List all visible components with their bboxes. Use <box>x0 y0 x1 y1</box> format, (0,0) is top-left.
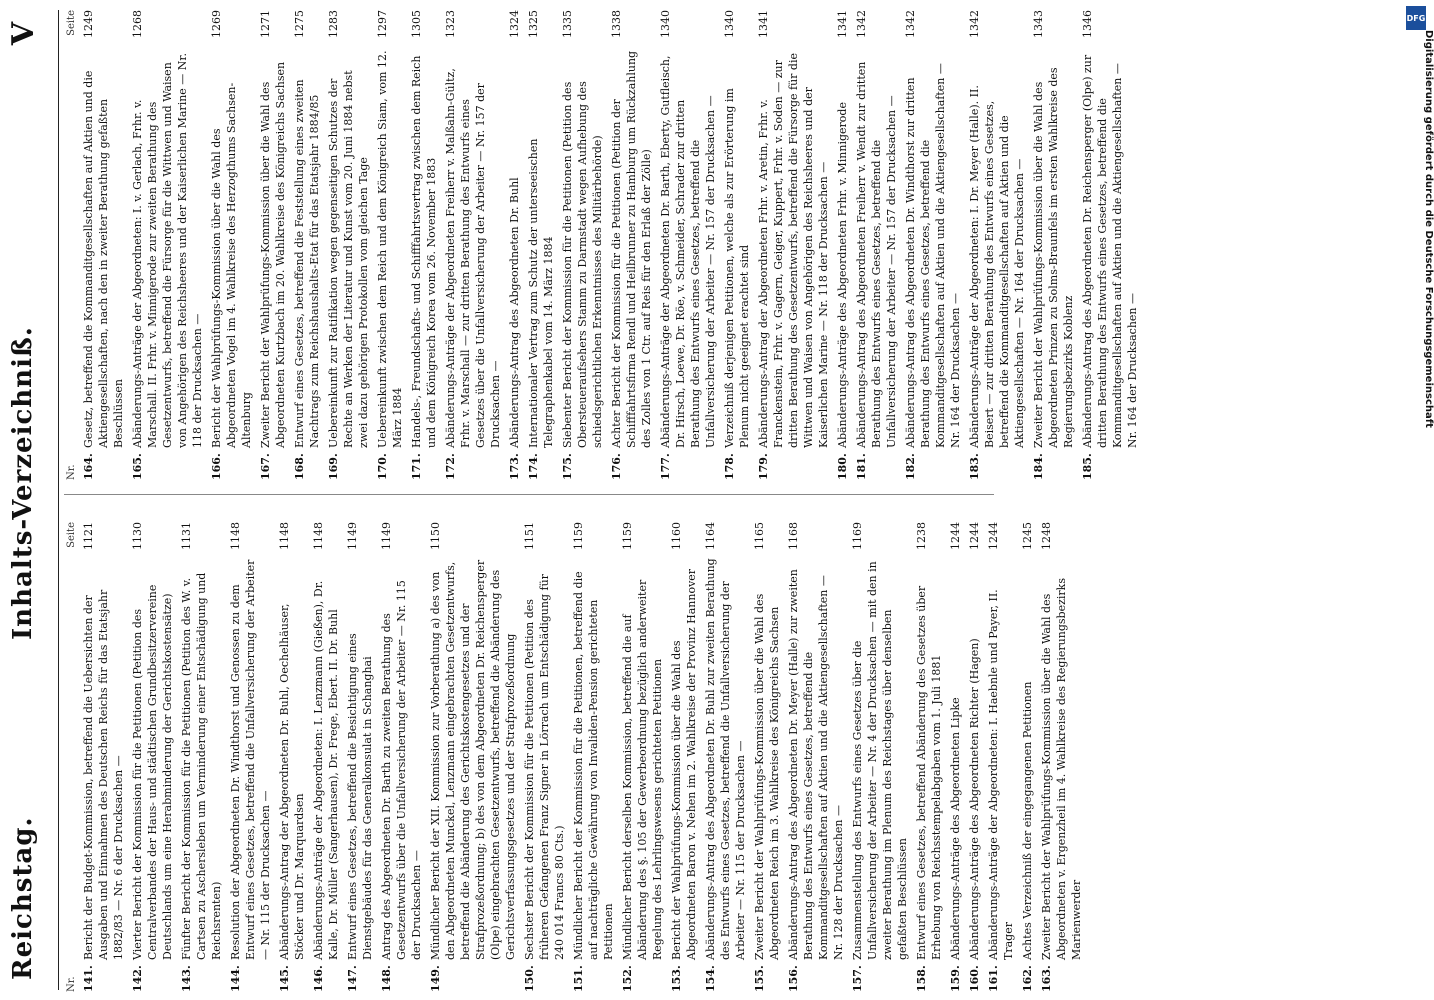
toc-entry <box>379 522 424 992</box>
entry-text: Entwurf eines Gesetzes, betreffend Abänderung des Gesetzes über Erhebung von Reichsstempelabgaben vom 1. Juli 1881 <box>915 585 943 960</box>
entry-page: 1283 <box>327 10 340 38</box>
header-rule <box>58 10 59 990</box>
entry-number: 183. <box>968 453 981 480</box>
entry-number: 155. <box>753 965 766 992</box>
column-left <box>64 522 1088 992</box>
entry-text: Abänderungs-Anträge der Abgeordneten: I. v. Gerlach, Frhr. v. Marschall. II. Frhr. v. Minnigerode zur zweiten Berathung des Gesetzentwurfs, betreffend die Fürsorge für die Wittwen und Waisen von Angehörigen des Reichsheeres und der Kaiserlichen Marine — Nr. 118 der Drucksachen — <box>131 53 204 448</box>
toc-entry <box>752 522 782 992</box>
entry-page: 1165 <box>753 522 766 550</box>
toc-entry <box>609 10 654 480</box>
entry-page: 1342 <box>855 10 868 38</box>
entry-number: 175. <box>561 453 574 480</box>
entry-page: 1238 <box>915 522 928 550</box>
entry-number: 145. <box>278 965 291 992</box>
entry-text: Achter Bericht der Kommission für die Petitionen (Petition der Schifffahrtsfirma Rendl und Heilbrunner zu Hamburg um Rückzahlung des Zolles von 1 Ctr. auf Reis für den Erlaß der Zölle) <box>610 50 653 448</box>
toc-entry <box>522 522 567 992</box>
entry-text: Handels-, Freundschafts- und Schifffahrtsvertrag zwischen dem Reich und dem Königreich Korea vom 26. November 1883 <box>410 55 438 448</box>
toc-entry <box>179 522 224 992</box>
toc-entry <box>786 522 846 992</box>
entry-number: 168. <box>293 453 306 480</box>
entry-page: 1325 <box>527 10 540 38</box>
dfg-logo: DFG <box>1406 6 1426 30</box>
entry-page: 1324 <box>508 10 521 38</box>
entry-number: 172. <box>444 453 457 480</box>
toc-entry <box>1020 522 1035 992</box>
toc-entry <box>967 522 982 992</box>
toc-entry <box>850 522 910 992</box>
toc-entry <box>326 10 371 480</box>
entry-number: 182. <box>904 453 917 480</box>
entry-text: Uebereinkunft zwischen dem Reich und dem Königreich Siam, vom 12. März 1884 <box>376 50 404 448</box>
entry-text: Abänderungs-Antrag des Abgeordneten Dr. Reichensperger (Olpe) zur dritten Berathung des Entwurfs eines Gesetzes, betreffend die Kommanditgesellschaften auf Aktien und die Aktiengesellschaften — Nr. 164 der Drucksachen — <box>1081 54 1139 448</box>
entry-page: 1323 <box>444 10 457 38</box>
entry-number: 160. <box>968 965 981 992</box>
entry-text: Verzeichniß derjenigen Petitionen, welche als zur Erörterung im Plenum nicht geeignet erachtet sind <box>723 88 751 448</box>
entry-page: 1297 <box>376 10 389 38</box>
toc-entry <box>854 10 899 480</box>
entry-number: 141. <box>82 965 95 992</box>
entry-text: Abänderungs-Antrag des Abgeordneten Freiherr v. Wendt zur dritten Berathung des Entwurfs eines Gesetzes, betreffend die Unfallversicherung der Arbeiter — Nr. 157 der Drucksachen — <box>855 61 898 448</box>
toc-entry <box>81 10 126 480</box>
entry-text: Abänderungs-Anträge der Abgeordneten Freiherr v. Malßahn-Gültz, Frhr. v. Marschall — zur dritten Berathung des Entwurfs eines Gesetzes über die Unfallversicherung der Arbeiter — Nr. 157 der Drucksachen — <box>444 68 502 448</box>
entry-page: 1340 <box>659 10 672 38</box>
toc-entry <box>560 10 605 480</box>
entry-text: Mündlicher Bericht der Kommission für die Petitionen, betreffend die auf nachträgliche Gewährung von Invaliden-Pension gerichteten Petitionen <box>572 571 615 960</box>
entry-text: Sechster Bericht der Kommission für die Petitionen (Petition des früheren Gefangenen Franz Signer in Lörrach um Entschädigung für 240 014 Francs 80 Cts.) <box>523 574 566 960</box>
entry-text: Mündlicher Bericht der XII. Kommission zur Vorberathung a) des von den Abgeordneten Munckel, Lenzmann eingebrachten Gesetzentwurfs, betreffend die Abänderung des Gerichtskostengesetzes und der Strafprozeßordnung; b) des von dem Abgeordneten Dr. Reichensperger (Olpe) eingebrachten Gesetzentwurfs, betreffend die Abänderung des Gerichtsverfassungsgesetzes und der Strafprozeßordnung <box>429 559 517 960</box>
entry-page: 1151 <box>523 522 536 550</box>
entry-number: 176. <box>610 453 623 480</box>
header-title: Inhalts-Verzeichniß. <box>8 326 38 640</box>
toc-entry <box>756 10 831 480</box>
entry-text: Abänderungs-Antrag des Abgeordneten Dr. Buhl <box>508 177 521 448</box>
nr-label: Nr. <box>66 976 77 992</box>
entry-number: 185. <box>1081 453 1094 480</box>
entry-text: Vierter Bericht der Kommission für die Petitionen (Petition des Centralverbandes der Haus- und städtischen Grundbesitzervereine Deutschlands um eine Herabminderung der Gerichtskostensätze) <box>131 584 174 960</box>
entry-text: Abänderungs-Antrag des Abgeordneten Dr. Windthorst zur dritten Berathung des Entwurfs eines Gesetzes, betreffend die Kommanditgesellschaften auf Aktien und die Aktiengesellschaften — Nr. 164 der Drucksachen — <box>904 63 962 448</box>
toc-entry <box>130 522 175 992</box>
entry-number: 174. <box>527 453 540 480</box>
toc-entry <box>428 522 518 992</box>
toc-entry <box>914 522 944 992</box>
entry-text: Entwurf eines Gesetzes, betreffend die Besichtigung eines Dienstgebäudes für das Generalkonsulat in Schanghai <box>346 633 374 960</box>
toc-entry <box>130 10 205 480</box>
entry-text: Internationaler Vertrag zum Schutz der unterseeischen Telegraphenkabel vom 14. März 1884 <box>527 138 555 448</box>
entry-page: 1335 <box>561 10 574 38</box>
toc-entry <box>1031 10 1076 480</box>
entry-number: 177. <box>659 453 672 480</box>
toc-entry <box>903 10 963 480</box>
entry-page: 1245 <box>1021 522 1034 550</box>
toc-entry <box>81 522 126 992</box>
column-right-head <box>64 10 79 480</box>
entry-text: Abänderungs-Anträge der Abgeordneten: I. Haebnle und Payer, II. Trager <box>987 589 1015 960</box>
entry-page: 1150 <box>429 522 442 550</box>
entry-text: Antrag des Abgeordneten Dr. Barth zu zweiten Berathung des Gesetzentwurfs über die Unfallversicherung der Arbeiter — Nr. 115 der Drucksachen — <box>380 580 423 960</box>
toc-entry <box>409 10 439 480</box>
entry-number: 157. <box>851 965 864 992</box>
entry-page: 1269 <box>210 10 223 38</box>
entry-number: 148. <box>380 965 393 992</box>
entry-number: 167. <box>259 453 272 480</box>
toc-entry <box>375 10 405 480</box>
entry-page: 1271 <box>259 10 272 38</box>
entry-page: 1341 <box>836 10 849 38</box>
entry-number: 184. <box>1032 453 1045 480</box>
entry-text: Achtes Verzeichniß der eingegangenen Petitionen <box>1021 681 1034 960</box>
entry-number: 179. <box>757 453 770 480</box>
entry-text: Abänderungs-Anträge der Abgeordneten: I. Dr. Meyer (Halle). II. Beisert — zur dritten Berathung des Entwurfs eines Gesetzes, betreffend die Kommanditgesellschaften auf Aktien und die Aktiengesellschaften — Nr. 164 der Drucksachen — <box>968 85 1026 448</box>
entry-number: 149. <box>429 965 442 992</box>
entry-page: 1159 <box>621 522 634 550</box>
entry-number: 147. <box>346 965 359 992</box>
entry-page: 1164 <box>704 522 717 550</box>
entry-text: Abänderungs-Anträge des Abgeordneten Frhr. v. Minnigerode <box>836 102 849 448</box>
entry-text: Abänderungs-Antrag des Abgeordneten Dr. Buhl zur zweiten Berathung des Entwurfs eines Gesetzes, betreffend die Unfallversicherung der Arbeiter — Nr. 115 der Drucksachen — <box>704 558 747 960</box>
entry-text: Bericht der Wahlprüfungs-Kommission über die Wahl des Abgeordneten Baron v. Nehen im 2. Wahlkreise der Provinz Hannover <box>670 568 698 960</box>
entry-text: Fünfter Bericht der Kommission für die Petitionen (Petition des W. v. Cartsen zu Aschersleben um Verminderung einer Entschädigung und Reichsrenten) <box>180 572 223 960</box>
entry-number: 152. <box>621 965 634 992</box>
entry-page: 1305 <box>410 10 423 38</box>
entry-page: 1130 <box>131 522 144 550</box>
entry-text: Abänderungs-Antrag der Abgeordneten Dr. Buhl, Oechelhäuser, Stöcker und Dr. Marquardsen <box>278 603 306 960</box>
entry-page: 1148 <box>278 522 291 550</box>
entry-number: 142. <box>131 965 144 992</box>
entry-page: 1340 <box>723 10 736 38</box>
entry-text: Abänderungs-Anträge der Abgeordneten: I. Lenzmann (Gießen), Dr. Kalle, Dr. Müller (Sangerhausen), Dr. Frege, Ebert. II. Dr. Buhl <box>312 580 340 960</box>
toc-entry <box>658 10 718 480</box>
entry-page: 1149 <box>380 522 393 550</box>
entry-page: 1338 <box>610 10 623 38</box>
seite-label: Seite <box>66 522 77 548</box>
entry-page: 1249 <box>82 10 95 38</box>
entry-text: Abänderungs-Antrag des Abgeordneten Dr. Meyer (Halle) zur zweiten Berathung des Entwurfs eines Gesetzes, betreffend die Kommanditgesellschaften auf Aktien und die Aktiengesellschaften — Nr. 128 der Drucksachen — <box>787 569 845 960</box>
entry-number: 180. <box>836 453 849 480</box>
entry-number: 169. <box>327 453 340 480</box>
entry-page: 1343 <box>1032 10 1045 38</box>
entry-number: 159. <box>949 965 962 992</box>
entry-text: Bericht der Wahlprüfungs-Kommission über die Wahl des Abgeordneten Vogel im 4. Wahlkreise des Herzogthums Sachsen-Altenburg <box>210 82 253 448</box>
toc-entry <box>507 10 522 480</box>
credit-sidebar <box>1402 0 1432 1000</box>
entry-number: 165. <box>131 453 144 480</box>
entry-number: 164. <box>82 453 95 480</box>
entry-number: 166. <box>210 453 223 480</box>
left-entries <box>81 522 1084 992</box>
entry-text: Uebereinkunft zur Ratifikation wegen gegenseitigen Schutzes der Rechte an Werken der Literatur und Kunst vom 20. Juni 1884 nebst zwei dazu gehörigen Protokollen vom gleichen Tage <box>327 70 370 448</box>
entry-number: 143. <box>180 965 193 992</box>
entry-page: 1149 <box>346 522 359 550</box>
entry-page: 1169 <box>851 522 864 550</box>
toc-entry <box>209 10 254 480</box>
entry-number: 181. <box>855 453 868 480</box>
entry-number: 154. <box>704 965 717 992</box>
entry-text: Entwurf eines Gesetzes, betreffend die Feststellung eines zweiten Nachtrags zum Reichshaushalts-Etat für das Etatsjahr 1884/85 <box>293 79 321 448</box>
entry-page: 1160 <box>670 522 683 550</box>
entry-text: Zusammenstellung des Entwurfs eines Gesetzes über die Unfallversicherung der Arbeiter — Nr. 4 der Drucksachen — mit den in zweiter Berathung im Plenum des Reichstages über denselben gefaßten Beschlüssen <box>851 561 909 960</box>
entry-page: 1159 <box>572 522 585 550</box>
entry-text: Zweiter Bericht der Wahlprüfungs-Kommission über die Wahl des Abgeordneten v. Ergenzheil im 4. Wahlkreise des Regierungsbezirks Marienwerder <box>1040 578 1083 960</box>
column-separator <box>64 494 994 495</box>
entry-number: 158. <box>915 965 928 992</box>
entry-number: 150. <box>523 965 536 992</box>
entry-text: Abänderungs-Anträge der Abgeordneten Dr. Barth, Eberty, Gutfleisch, Dr. Hirsch, Loewe, Dr. Röe, v. Schmeider, Schrader zur dritten Berathung des Entwurfs eines Gesetzes, betreffend die Unfallversicherung der Arbeiter — Nr. 157 der Drucksachen — <box>659 55 717 448</box>
entry-page: 1131 <box>180 522 193 550</box>
entry-number: 153. <box>670 965 683 992</box>
entry-page: 1268 <box>131 10 144 38</box>
column-left-head <box>64 522 79 992</box>
toc-entry <box>292 10 322 480</box>
entry-page: 1248 <box>1040 522 1053 550</box>
toc-entry <box>948 522 963 992</box>
entry-page: 1342 <box>968 10 981 38</box>
entry-text: Abänderungs-Anträge des Abgeordneten Lipke <box>949 697 962 960</box>
entry-text: Gesetz, betreffend die Kommanditgesellschaften auf Aktien und die Aktiengesellschaften, nach den in zweiter Berathung gefaßten Beschlüssen <box>82 70 125 448</box>
toc-entry <box>277 522 307 992</box>
header-left: Reichstag. <box>8 816 38 980</box>
entry-page: 1121 <box>82 522 95 550</box>
page-number: V <box>6 22 41 46</box>
toc-entry <box>228 522 273 992</box>
toc-entry <box>345 522 375 992</box>
entry-number: 178. <box>723 453 736 480</box>
entry-page: 1341 <box>757 10 770 38</box>
entry-text: Zweiter Bericht der Wahlprüfungs-Kommission über die Wahl des Abgeordneten Reich im 3. Wahlkreise des Königreichs Sachsen <box>753 593 781 960</box>
entry-number: 173. <box>508 453 521 480</box>
toc-entry <box>258 10 288 480</box>
entry-text: Zweiter Bericht der Wahlprüfungs-Kommission über die Wahl des Abgeordneten Kurtzbach im 20. Wahlkreise des Königreichs Sachsen <box>259 61 287 448</box>
entry-page: 1244 <box>987 522 1000 550</box>
toc-entry <box>986 522 1016 992</box>
toc-entry <box>669 522 699 992</box>
toc-entry <box>722 10 752 480</box>
entry-text: Zweiter Bericht der Wahlprüfungs-Kommission über die Wahl des Abgeordneten Prinzen zu Solms-Braunfels im ersten Wahlkreise des Regierungsbezirks Koblenz <box>1032 67 1075 448</box>
entry-page: 1148 <box>312 522 325 550</box>
entry-page: 1244 <box>949 522 962 550</box>
seite-label-right: Seite <box>66 10 77 36</box>
entry-text: Siebenter Bericht der Kommission für die Petitionen (Petition des Obersteueraufsehers Stamm zu Darmstadt wegen Aufhebung des schiedsgerichtlichen Erkenntnisses des Militärbehörde) <box>561 81 604 448</box>
entry-page: 1342 <box>904 10 917 38</box>
entry-number: 151. <box>572 965 585 992</box>
entry-page: 1275 <box>293 10 306 38</box>
entry-text: Abänderungs-Anträge des Abgeordneten Richter (Hagen) <box>968 638 981 960</box>
entry-number: 144. <box>229 965 242 992</box>
page-header <box>0 0 60 1000</box>
toc-entry <box>571 522 616 992</box>
entry-text: Mündlicher Bericht derselben Kommission, betreffend die auf Abänderung des §. 105 der Gewerbeordnung bezüglich anderweiter Regelung des Lehrlingswesens gerichteten Petitionen <box>621 579 664 960</box>
entry-number: 171. <box>410 453 423 480</box>
toc-entry <box>703 522 748 992</box>
entry-page: 1168 <box>787 522 800 550</box>
toc-entry <box>967 10 1027 480</box>
toc-entry <box>443 10 503 480</box>
toc-entry <box>1080 10 1140 480</box>
entry-text: Bericht der Budget-Kommission, betreffend die Uebersichten der Ausgaben und Einnahmen des Deutschen Reichs für das Etatsjahr 1882/83 — Nr. 6 der Drucksachen — <box>82 589 125 960</box>
entry-number: 156. <box>787 965 800 992</box>
toc-entry <box>526 10 556 480</box>
toc-entry <box>835 10 850 480</box>
nr-label-right: Nr. <box>66 464 77 480</box>
entry-page: 1244 <box>968 522 981 550</box>
credit-text: Digitalisierung gefördert durch die Deutsche Forschungsgemeinschaft <box>1423 30 1434 428</box>
entry-number: 163. <box>1040 965 1053 992</box>
column-right <box>64 10 1144 480</box>
entry-number: 170. <box>376 453 389 480</box>
entry-number: 146. <box>312 965 325 992</box>
entry-number: 162. <box>1021 965 1034 992</box>
right-entries <box>81 10 1140 480</box>
entry-text: Resolution der Abgeordneten Dr. Windthorst und Genossen zu dem Entwurf eines Gesetzes, betreffend die Unfallversicherung der Arbeiter — Nr. 115 der Drucksachen — <box>229 559 272 960</box>
entry-text: Abänderungs-Antrag der Abgeordneten Frhr. v. Aretin, Frhr. v. Franckenstein, Frhr. v. Gagern, Geiger, Kuppert, Frhr. v. Soden — zur dritten Berathung des Gesetzentwurfs, betreffend die Fürsorge für die Wittwen und Waisen von Angehörigen des Reichsheeres und der Kaiserlichen Marine — Nr. 118 der Drucksachen — <box>757 53 830 448</box>
entry-page: 1346 <box>1081 10 1094 38</box>
entry-number: 161. <box>987 965 1000 992</box>
entry-page: 1148 <box>229 522 242 550</box>
toc-entry <box>620 522 665 992</box>
toc-entry <box>311 522 341 992</box>
toc-entry <box>1039 522 1084 992</box>
